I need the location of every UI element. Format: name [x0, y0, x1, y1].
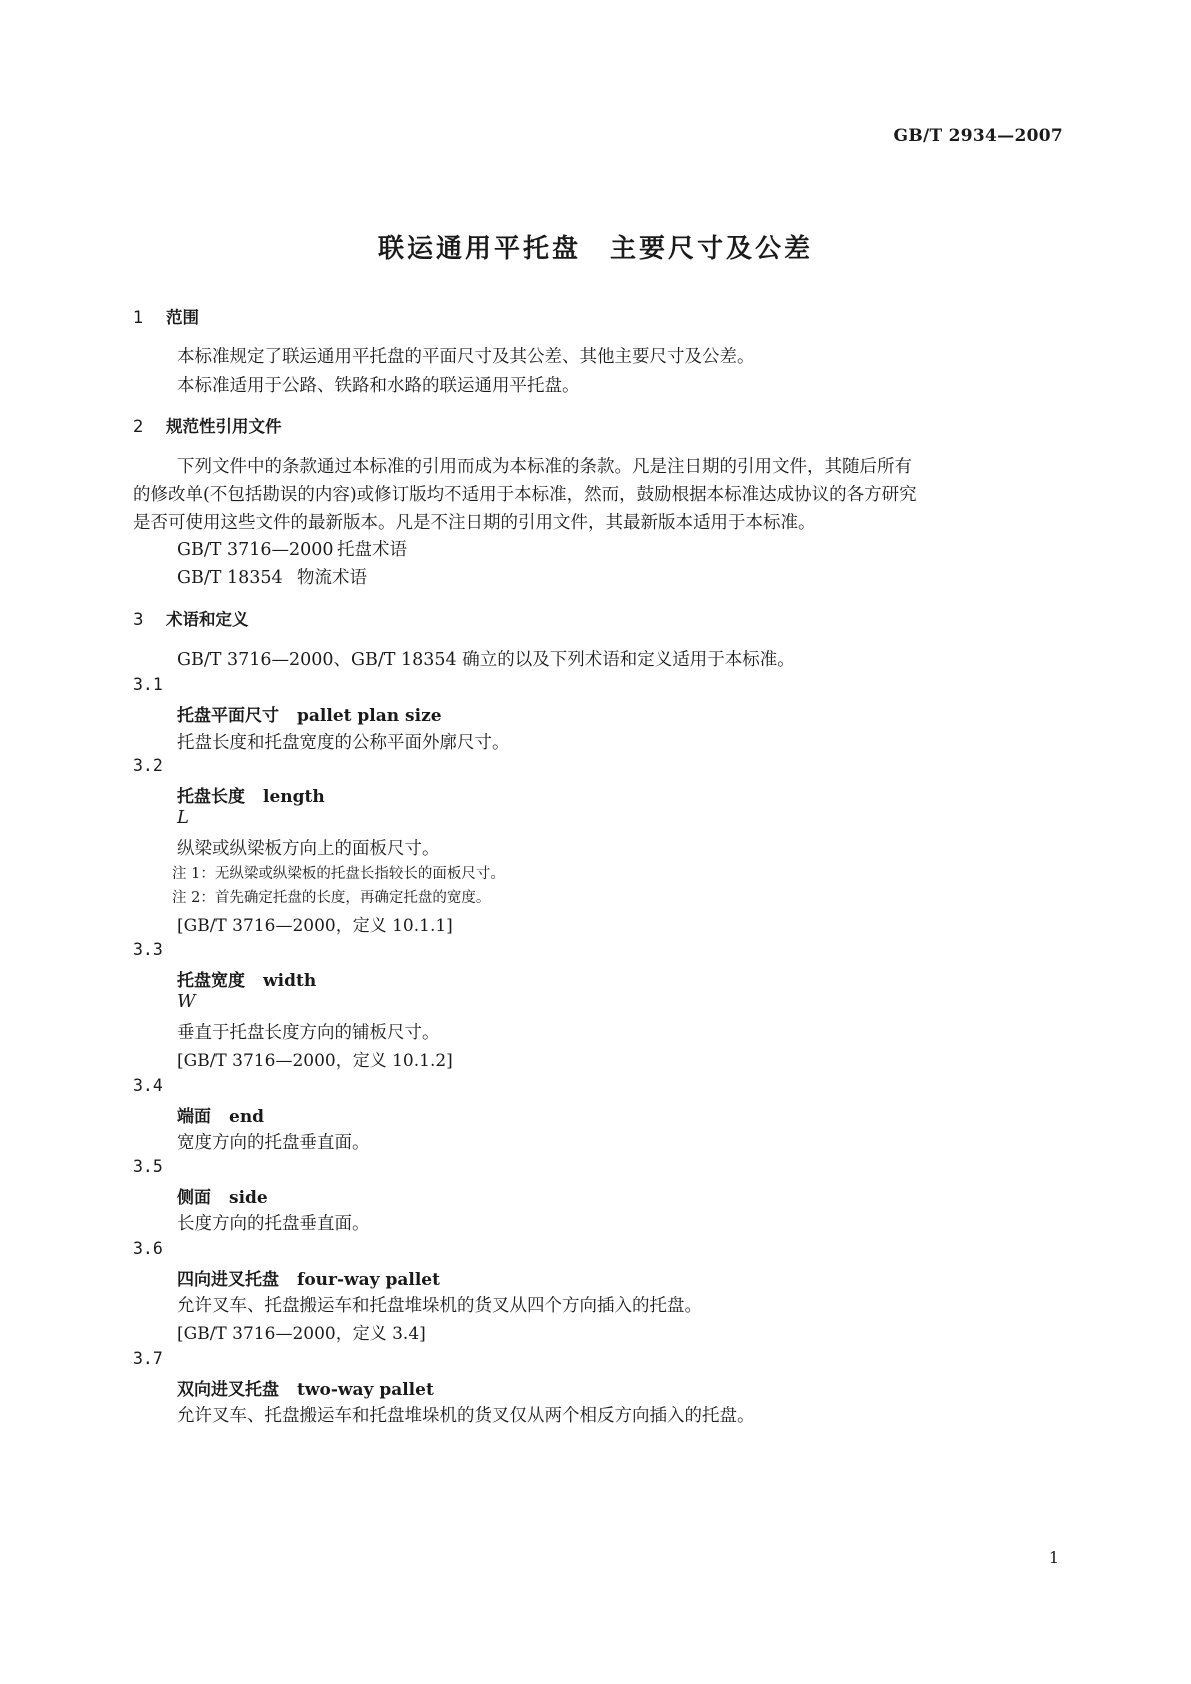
- term-symbol: L: [177, 807, 189, 828]
- section-number: 1: [133, 308, 144, 327]
- term-number: 3.1: [133, 675, 163, 694]
- section-title: 术语和定义: [166, 610, 249, 629]
- term-definition: 长度方向的托盘垂直面。: [177, 1214, 370, 1234]
- term-number: 3.2: [133, 756, 163, 775]
- term-definition: 纵梁或纵梁板方向上的面板尺寸。: [177, 839, 440, 859]
- note: 注 2：首先确定托盘的长度，再确定托盘的宽度。: [172, 890, 491, 906]
- term-heading: [177, 1183, 268, 1208]
- section-number: 2: [133, 417, 144, 436]
- term-english: end: [229, 1107, 265, 1127]
- term-chinese: 双向进叉托盘: [177, 1380, 279, 1400]
- term-number: 3.3: [133, 940, 163, 959]
- term-heading: [177, 1375, 434, 1400]
- paragraph: 本标准规定了联运通用平托盘的平面尺寸及其公差、其他主要尺寸及公差。: [177, 347, 755, 367]
- section-number: 3: [133, 610, 144, 629]
- term-definition: 垂直于托盘长度方向的铺板尺寸。: [177, 1023, 440, 1043]
- term-chinese: 端面: [177, 1107, 211, 1127]
- reference-code: GB/T 18354: [177, 568, 283, 588]
- section-2-heading: [133, 413, 282, 437]
- reference-item: [177, 536, 407, 561]
- term-source: [GB/T 3716—2000，定义 10.1.1]: [177, 916, 453, 936]
- paragraph: GB/T 3716—2000、GB/T 18354 确立的以及下列术语和定义适用于本标准。: [177, 650, 795, 670]
- term-english: pallet plan size: [297, 706, 442, 726]
- term-chinese: 侧面: [177, 1188, 211, 1208]
- term-symbol: W: [177, 991, 196, 1012]
- term-english: width: [263, 971, 317, 991]
- term-source: [GB/T 3716—2000，定义 10.1.2]: [177, 1051, 453, 1071]
- paragraph: 本标准适用于公路、铁路和水路的联运通用平托盘。: [177, 376, 580, 396]
- term-heading: [177, 1265, 440, 1290]
- section-title: 范围: [166, 308, 199, 327]
- term-chinese: 托盘长度: [177, 787, 245, 807]
- term-chinese: 托盘平面尺寸: [177, 706, 279, 726]
- term-source: [GB/T 3716—2000，定义 3.4]: [177, 1324, 426, 1344]
- reference-title: 托盘术语: [337, 540, 407, 560]
- reference-title: 物流术语: [297, 568, 367, 588]
- term-number: 3.6: [133, 1239, 163, 1258]
- paragraph-line: 下列文件中的条款通过本标准的引用而成为本标准的条款。凡是注日期的引用文件，其随后所有: [177, 457, 912, 477]
- section-1-heading: [133, 304, 199, 328]
- term-definition: 托盘长度和托盘宽度的公称平面外廓尺寸。: [177, 733, 510, 753]
- term-chinese: 托盘宽度: [177, 971, 245, 991]
- term-heading: [177, 966, 316, 991]
- note: 注 1：无纵梁或纵梁板的托盘长指较长的面板尺寸。: [172, 866, 505, 882]
- term-english: four-way pallet: [297, 1270, 440, 1290]
- term-english: two-way pallet: [297, 1380, 434, 1400]
- reference-code: GB/T 3716—2000: [177, 540, 334, 560]
- reference-item: [177, 564, 367, 589]
- document-title: 联运通用平托盘 主要尺寸及公差: [377, 234, 813, 264]
- term-number: 3.5: [133, 1157, 163, 1176]
- term-chinese: 四向进叉托盘: [177, 1270, 279, 1290]
- term-definition: 允许叉车、托盘搬运车和托盘堆垛机的货叉从四个方向插入的托盘。: [177, 1296, 702, 1316]
- term-english: length: [263, 787, 325, 807]
- term-definition: 宽度方向的托盘垂直面。: [177, 1133, 370, 1153]
- term-english: side: [229, 1188, 268, 1208]
- term-heading: [177, 782, 325, 807]
- paragraph-line: 是否可使用这些文件的最新版本。凡是不注日期的引用文件，其最新版本适用于本标准。: [133, 513, 816, 533]
- standard-number: GB/T 2934—2007: [893, 126, 1063, 146]
- section-title: 规范性引用文件: [166, 417, 282, 436]
- term-definition: 允许叉车、托盘搬运车和托盘堆垛机的货叉仅从两个相反方向插入的托盘。: [177, 1406, 755, 1426]
- page-number: 1: [1048, 1548, 1059, 1567]
- term-heading: [177, 701, 442, 726]
- term-number: 3.4: [133, 1076, 163, 1095]
- term-heading: [177, 1102, 264, 1127]
- section-3-heading: [133, 606, 249, 630]
- term-number: 3.7: [133, 1349, 163, 1368]
- paragraph-line: 的修改单(不包括勘误的内容)或修订版均不适用于本标准，然而，鼓励根据本标准达成协议的各方研究: [133, 485, 917, 505]
